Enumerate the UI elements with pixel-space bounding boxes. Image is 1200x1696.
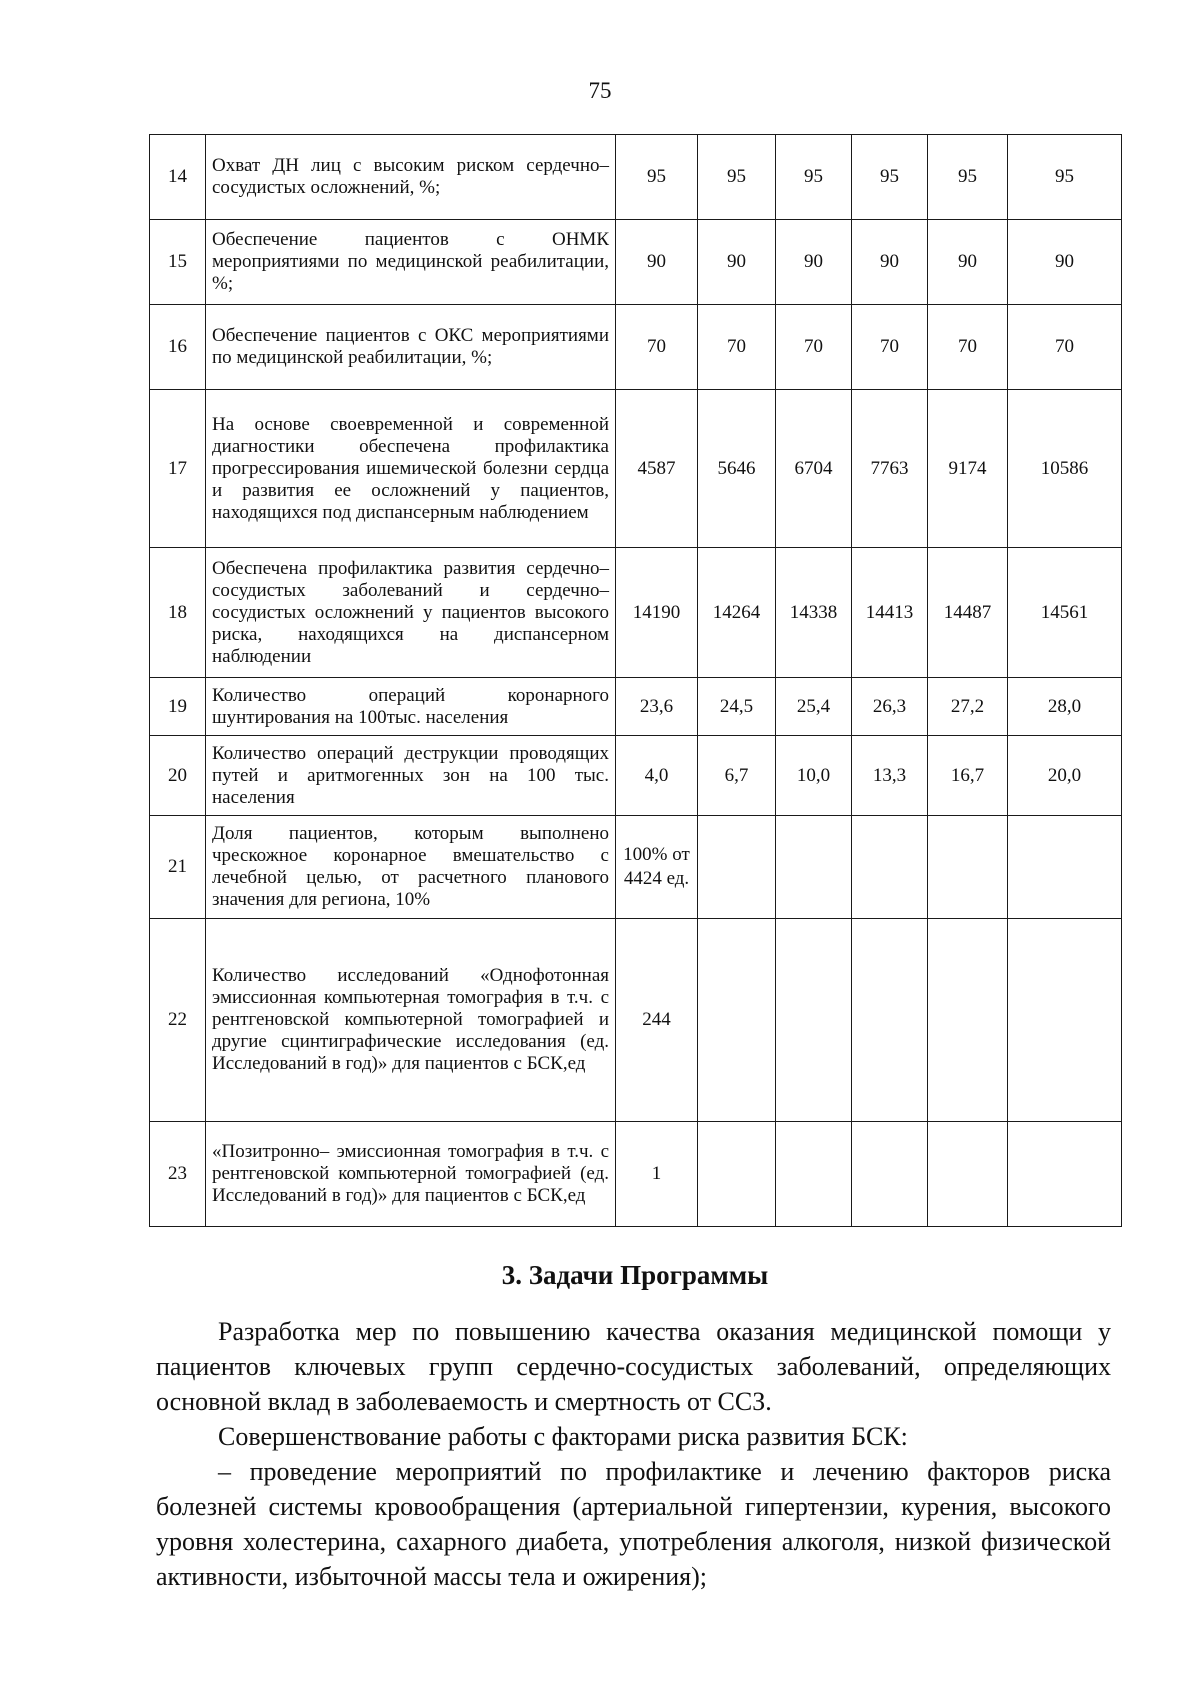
- table-row: [150, 305, 1122, 390]
- paragraph: Совершенствование работы с факторами риска развития БСК:: [218, 1422, 908, 1451]
- value-cell: 90: [776, 220, 852, 305]
- row-number: 19: [150, 678, 206, 736]
- row-description: Обеспечение пациентов с ОКС мероприятиями по медицинской реабилитации, %;: [206, 305, 616, 390]
- table-row: [150, 390, 1122, 548]
- value-cell: 25,4: [776, 678, 852, 736]
- value-cell: 90: [698, 220, 776, 305]
- value-cell: 6704: [776, 390, 852, 548]
- table-row: [150, 919, 1122, 1122]
- value-cell: 4,0: [616, 736, 698, 816]
- value-cell: [1008, 816, 1122, 919]
- table-row: [150, 1122, 1122, 1227]
- value-cell: 27,2: [928, 678, 1008, 736]
- value-cell: [1008, 919, 1122, 1122]
- value-cell: 70: [776, 305, 852, 390]
- row-description: Обеспечение пациентов с ОНМК мероприятиями по медицинской реабилитации, %;: [206, 220, 616, 305]
- row-number: 16: [150, 305, 206, 390]
- value-cell: 1: [616, 1122, 698, 1227]
- value-cell: [928, 816, 1008, 919]
- value-cell: 95: [928, 135, 1008, 220]
- value-cell: 95: [1008, 135, 1122, 220]
- section-heading: 3. Задачи Программы: [501, 1260, 769, 1290]
- value-cell: 14487: [928, 548, 1008, 678]
- value-cell: [776, 1122, 852, 1227]
- value-cell: 9174: [928, 390, 1008, 548]
- value-cell: 90: [928, 220, 1008, 305]
- value-cell: 24,5: [698, 678, 776, 736]
- indicators-table-body: [150, 135, 1122, 1227]
- value-cell: 90: [616, 220, 698, 305]
- value-cell: 6,7: [698, 736, 776, 816]
- indicators-table: [149, 134, 1122, 1227]
- value-cell: 16,7: [928, 736, 1008, 816]
- table-row: [150, 678, 1122, 736]
- paragraph: Разработка мер по повышению качества оказания медицинской помощи у пациентов ключевых групп сердечно-сосудистых заболеваний, определяющих основной вклад в заболеваемость и смертность от ССЗ.: [156, 1317, 1111, 1416]
- value-cell: 70: [698, 305, 776, 390]
- value-cell: [852, 1122, 928, 1227]
- value-cell: 95: [616, 135, 698, 220]
- row-description: На основе своевременной и современной диагностики обеспечена профилактика прогрессирования ишемической болезни сердца и развития ее осложнений у пациентов, находящихся под диспансерным наблюдением: [206, 390, 616, 548]
- row-description: Доля пациентов, которым выполнено чрескожное коронарное вмешательство с лечебной целью, от расчетного планового значения для региона, 10%: [206, 816, 616, 919]
- value-cell: [698, 816, 776, 919]
- table-row: [150, 135, 1122, 220]
- paragraph: – проведение мероприятий по профилактике и лечению факторов риска болезней системы кровообращения (артериальной гипертензии, курения, высокого уровня холестерина, сахарного диабета, употребления алкоголя, низкой физической активности, избыточной массы тела и ожирения);: [156, 1457, 1111, 1591]
- row-description: Количество операций деструкции проводящих путей и аритмогенных зон на 100 тыс. населения: [206, 736, 616, 816]
- value-cell: [928, 919, 1008, 1122]
- page-number: 75: [588, 78, 612, 103]
- section-body: [156, 1314, 1111, 1594]
- row-number: 20: [150, 736, 206, 816]
- value-cell: 5646: [698, 390, 776, 548]
- value-cell: 10,0: [776, 736, 852, 816]
- table-row: [150, 736, 1122, 816]
- value-cell: [852, 816, 928, 919]
- row-description: Количество операций коронарного шунтирования на 100тыс. населения: [206, 678, 616, 736]
- row-number: 22: [150, 919, 206, 1122]
- value-cell: 4587: [616, 390, 698, 548]
- value-cell: 70: [852, 305, 928, 390]
- value-cell: 90: [852, 220, 928, 305]
- value-cell: 23,6: [616, 678, 698, 736]
- value-cell: 26,3: [852, 678, 928, 736]
- row-number: 23: [150, 1122, 206, 1227]
- value-cell: 244: [616, 919, 698, 1122]
- row-number: 21: [150, 816, 206, 919]
- row-description: «Позитронно– эмиссионная томография в т.ч. с рентгеновской компьютерной томографией (ед. Исследований в год)» для пациентов с БСК,ед: [206, 1122, 616, 1227]
- value-cell: 95: [776, 135, 852, 220]
- value-cell: 95: [698, 135, 776, 220]
- row-number: 18: [150, 548, 206, 678]
- value-cell: 14413: [852, 548, 928, 678]
- value-cell: 7763: [852, 390, 928, 548]
- row-number: 15: [150, 220, 206, 305]
- value-cell: [776, 919, 852, 1122]
- value-cell: 14338: [776, 548, 852, 678]
- row-description: Количество исследований «Однофотонная эмиссионная компьютерная томография в т.ч. с рентгеновской компьютерной томографией и другие сцинтиграфические исследования (ед. Исследований в год)» для пациентов с БСК,ед: [206, 919, 616, 1122]
- value-cell: 90: [1008, 220, 1122, 305]
- row-description: Охват ДН лиц с высоким риском сердечно– сосудистых осложнений, %;: [206, 135, 616, 220]
- value-cell: 14264: [698, 548, 776, 678]
- value-cell: [698, 1122, 776, 1227]
- value-cell: 14190: [616, 548, 698, 678]
- table-row: [150, 548, 1122, 678]
- table-row: [150, 220, 1122, 305]
- value-cell: 70: [616, 305, 698, 390]
- value-cell: [852, 919, 928, 1122]
- value-cell: 100% от 4424 ед.: [616, 816, 698, 919]
- row-number: 14: [150, 135, 206, 220]
- value-cell: [776, 816, 852, 919]
- value-cell: 10586: [1008, 390, 1122, 548]
- value-cell: 70: [1008, 305, 1122, 390]
- value-cell: 13,3: [852, 736, 928, 816]
- row-description: Обеспечена профилактика развития сердечно– сосудистых заболеваний и сердечно– сосудистых осложнений у пациентов высокого риска, находящихся на диспансерном наблюдении: [206, 548, 616, 678]
- value-cell: 20,0: [1008, 736, 1122, 816]
- value-cell: 28,0: [1008, 678, 1122, 736]
- value-cell: [698, 919, 776, 1122]
- row-number: 17: [150, 390, 206, 548]
- value-cell: 95: [852, 135, 928, 220]
- value-cell: 70: [928, 305, 1008, 390]
- value-cell: 14561: [1008, 548, 1122, 678]
- value-cell: [1008, 1122, 1122, 1227]
- value-cell: [928, 1122, 1008, 1227]
- table-row: [150, 816, 1122, 919]
